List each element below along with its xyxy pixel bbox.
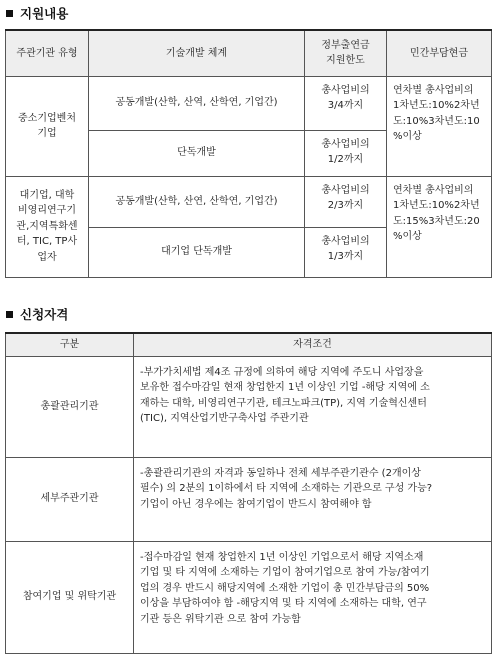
header-private-cash: 민간부담현금 (387, 30, 492, 76)
eligibility-section-title: 신청자격 (6, 305, 68, 323)
eligibility-table (5, 332, 492, 654)
square-bullet-icon (6, 10, 13, 17)
table-row (6, 176, 492, 227)
table-row (6, 356, 492, 457)
square-bullet-icon (6, 311, 13, 318)
table-row (6, 541, 492, 653)
support-header-row (6, 30, 492, 76)
support-section-title: 지원내용 (6, 4, 68, 22)
category-cell: 총괄관리기관 (6, 356, 134, 457)
gov-limit-cell: 총사업비의 1/2까지 (305, 130, 387, 176)
eligibility-header-row (6, 333, 492, 356)
header-condition: 자격조건 (134, 333, 492, 356)
category-cell: 세부주관기관 (6, 457, 134, 541)
header-gov-limit: 정부출연금 지원한도 (305, 30, 387, 76)
private-cash-cell: 연차별 총사업비의 1차년도:10%2차년 도:10%3차년도:10 %이상 (387, 76, 492, 176)
support-table (5, 29, 492, 278)
gov-limit-cell: 총사업비의 2/3까지 (305, 176, 387, 227)
gov-limit-cell: 총사업비의 1/3까지 (305, 227, 387, 277)
host-type-large: 대기업, 대학 비영리연구기 관,지역특화센 터, TIC, TP사 업자 (6, 176, 89, 277)
condition-cell: -부가가치세법 제4조 규정에 의하여 해당 지역에 주도니 사업장을 보유한 접수마감일 현재 창업한지 1년 이상인 기업 -해당 지역에 소 재하는 대학, 비영리연구기관, 테크노파크(TP), 지역 기술혁신센터 (TIC), 지역산업기반구축사업 주관기관 (134, 356, 492, 457)
dev-system-cell: 공동개발(산학, 산연, 산학연, 기업간) (89, 176, 305, 227)
table-row (6, 457, 492, 541)
host-type-sme: 중소기업벤처 기업 (6, 76, 89, 176)
dev-system-cell: 단독개발 (89, 130, 305, 176)
table-row (6, 76, 492, 130)
condition-cell: -접수마감일 현재 창업한지 1년 이상인 기업으로서 해당 지역소재 기업 및 타 지역에 소재하는 기업이 참여기업으로 참여 가능/참여기 업의 경우 반드시 해당지역에 소재한 기업이 총 민간부담금의 50% 이상을 부담하여야 함 -해당지역 및 타 지역에 소재하는 대학, 연구 기관 등은 위탁기관 으로 참여 가능함 (134, 541, 492, 653)
dev-system-cell: 대기업 단독개발 (89, 227, 305, 277)
category-cell: 참여기업 및 위탁기관 (6, 541, 134, 653)
private-cash-cell: 연차별 총사업비의 1차년도:10%2차년 도:15%3차년도:20 %이상 (387, 176, 492, 277)
dev-system-cell: 공동개발(산학, 산역, 산학연, 기업간) (89, 76, 305, 130)
condition-cell: -총괄관리기관의 자격과 동일하나 전체 세부주관기관수 (2개이상 필수) 의 2분의 1이하에서 타 지역에 소재하는 기관으로 구성 가능? 기업이 아닌 경우에는 참여기업이 반드시 참여해야 함 (134, 457, 492, 541)
gov-limit-cell: 총사업비의 3/4까지 (305, 76, 387, 130)
header-category: 구분 (6, 333, 134, 356)
header-host-type: 주관기관 유형 (6, 30, 89, 76)
header-dev-system: 기술개발 체계 (89, 30, 305, 76)
